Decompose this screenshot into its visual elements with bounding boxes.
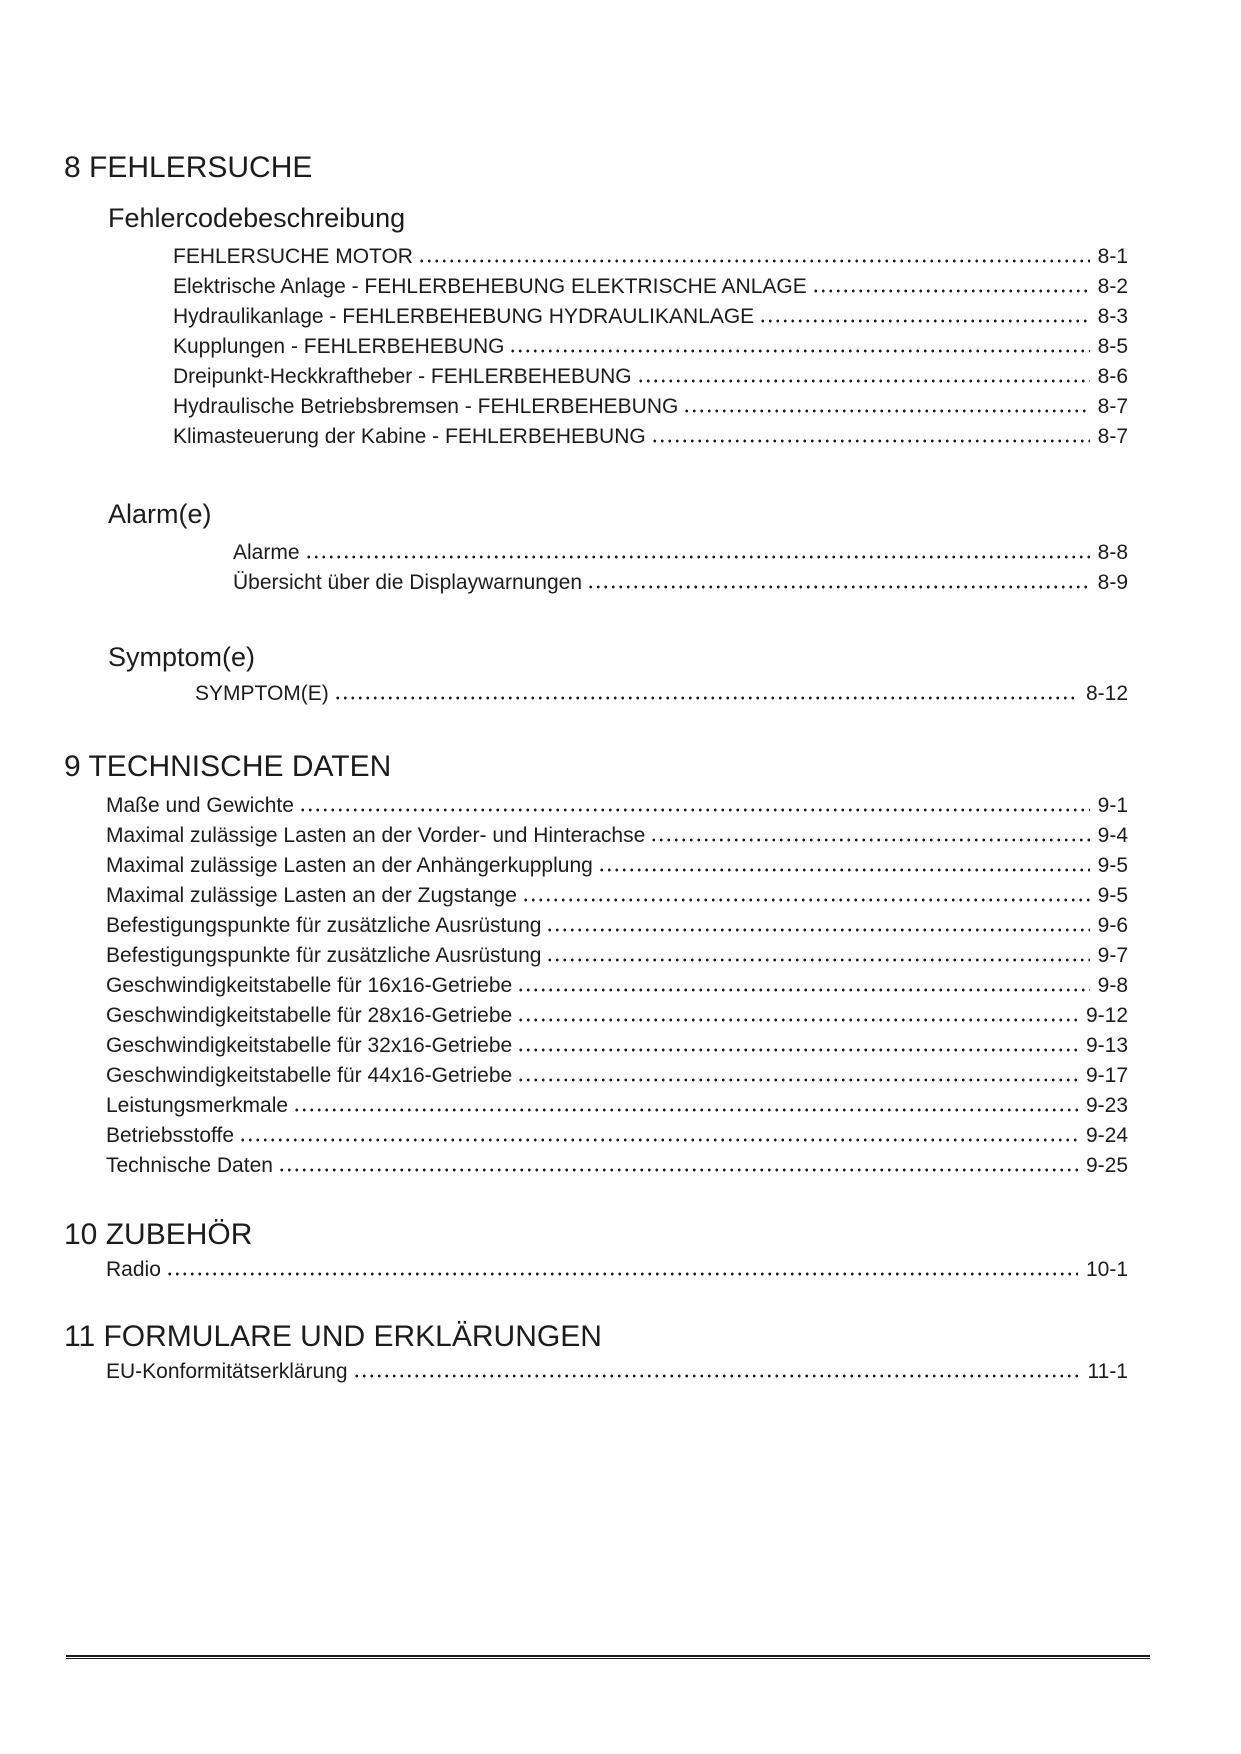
toc-entry-page: 9-7 bbox=[1097, 944, 1128, 967]
toc-entry-title: Maximal zulässige Lasten an der Zugstange bbox=[106, 884, 517, 907]
toc-entry-title: Hydraulikanlage - FEHLERBEHEBUNG HYDRAULIKANLAGE bbox=[173, 305, 755, 328]
dot-leader bbox=[683, 409, 1089, 413]
toc-entry bbox=[106, 911, 1128, 941]
dot-leader bbox=[517, 1048, 1078, 1052]
toc-entry bbox=[106, 1357, 1128, 1387]
dot-leader bbox=[546, 928, 1089, 932]
toc-entry-title: FEHLERSUCHE MOTOR bbox=[173, 245, 413, 268]
toc-item-group bbox=[106, 1255, 1128, 1285]
toc-item-group bbox=[106, 1357, 1128, 1387]
toc-entry-title: Alarme bbox=[233, 541, 300, 564]
dot-leader bbox=[509, 349, 1089, 353]
toc-entry-page: 11-1 bbox=[1087, 1360, 1128, 1383]
toc-entry-page: 8-9 bbox=[1097, 571, 1128, 594]
toc-entry bbox=[173, 422, 1128, 452]
toc-entry bbox=[233, 568, 1128, 598]
toc-entry-page: 9-23 bbox=[1085, 1094, 1128, 1117]
toc-entry bbox=[173, 332, 1128, 362]
toc-entry-page: 8-6 bbox=[1097, 365, 1128, 388]
dot-leader bbox=[637, 379, 1090, 383]
dot-leader bbox=[239, 1138, 1078, 1142]
chapter-heading-9: 9 TECHNISCHE DATEN bbox=[64, 750, 392, 783]
toc-entry-title: Maximal zulässige Lasten an der Anhängerkupplung bbox=[106, 854, 593, 877]
toc-entry-page: 9-12 bbox=[1085, 1004, 1128, 1027]
toc-entry bbox=[106, 1151, 1128, 1181]
toc-entry-title: Maße und Gewichte bbox=[106, 794, 294, 817]
toc-entry-page: 9-25 bbox=[1085, 1154, 1128, 1177]
toc-entry-title: Geschwindigkeitstabelle für 44x16-Getriebe bbox=[106, 1064, 513, 1087]
toc-entry-page: 8-7 bbox=[1097, 395, 1128, 418]
toc-entry-title: Technische Daten bbox=[106, 1154, 273, 1177]
toc-entry-page: 8-7 bbox=[1097, 425, 1128, 448]
toc-entry-page: 8-2 bbox=[1097, 275, 1128, 298]
toc-entry-page: 9-1 bbox=[1097, 794, 1128, 817]
toc-entry-title: Geschwindigkeitstabelle für 32x16-Getriebe bbox=[106, 1034, 513, 1057]
section-heading-fehlercodebeschreibung: Fehlercodebeschreibung bbox=[108, 203, 406, 233]
toc-entry-page: 9-6 bbox=[1097, 914, 1128, 937]
toc-entry bbox=[106, 1091, 1128, 1121]
dot-leader bbox=[278, 1168, 1078, 1172]
toc-entry-title: Hydraulische Betriebsbremsen - FEHLERBEHEBUNG bbox=[173, 395, 679, 418]
toc-entry-title: Elektrische Anlage - FEHLERBEHEBUNG ELEKTRISCHE ANLAGE bbox=[173, 275, 807, 298]
toc-entry bbox=[233, 538, 1128, 568]
toc-entry-page: 9-13 bbox=[1085, 1034, 1128, 1057]
toc-entry bbox=[173, 392, 1128, 422]
toc-entry bbox=[173, 362, 1128, 392]
toc-entry bbox=[173, 272, 1128, 302]
footer-rule bbox=[66, 1655, 1150, 1659]
toc-entry-page: 9-17 bbox=[1085, 1064, 1128, 1087]
toc-entry-title: Betriebsstoffe bbox=[106, 1124, 235, 1147]
toc-entry-title: Übersicht über die Displaywarnungen bbox=[233, 571, 583, 594]
section-heading-symptome: Symptom(e) bbox=[108, 642, 256, 672]
toc-entry bbox=[195, 679, 1128, 709]
dot-leader bbox=[305, 555, 1090, 559]
toc-entry-title: Geschwindigkeitstabelle für 28x16-Getriebe bbox=[106, 1004, 513, 1027]
dot-leader bbox=[759, 319, 1089, 323]
toc-entry-title: Maximal zulässige Lasten an der Vorder- und Hinterachse bbox=[106, 824, 646, 847]
dot-leader bbox=[334, 696, 1078, 700]
dot-leader bbox=[522, 898, 1090, 902]
dot-leader bbox=[299, 808, 1090, 812]
toc-entry-title: Befestigungspunkte für zusätzliche Ausrüstung bbox=[106, 944, 542, 967]
toc-item-group bbox=[106, 791, 1128, 1181]
toc-entry-title: Geschwindigkeitstabelle für 16x16-Getriebe bbox=[106, 974, 513, 997]
toc-entry-page: 9-24 bbox=[1085, 1124, 1128, 1147]
dot-leader bbox=[166, 1272, 1078, 1276]
toc-item-group bbox=[173, 242, 1128, 452]
toc-entry-page: 9-8 bbox=[1097, 974, 1128, 997]
toc-entry bbox=[173, 302, 1128, 332]
toc-entry bbox=[106, 1001, 1128, 1031]
toc-entry bbox=[106, 971, 1128, 1001]
toc-entry-title: Leistungsmerkmale bbox=[106, 1094, 289, 1117]
chapter-heading-11: 11 FORMULARE UND ERKLÄRUNGEN bbox=[64, 1320, 602, 1353]
dot-leader bbox=[651, 439, 1090, 443]
dot-leader bbox=[546, 958, 1089, 962]
toc-entry-page: 8-3 bbox=[1097, 305, 1128, 328]
section-heading-alarme: Alarm(e) bbox=[108, 499, 212, 529]
dot-leader bbox=[812, 289, 1090, 293]
toc-entry bbox=[106, 1031, 1128, 1061]
toc-entry bbox=[106, 1255, 1128, 1285]
dot-leader bbox=[353, 1374, 1080, 1378]
dot-leader bbox=[517, 988, 1089, 992]
dot-leader bbox=[587, 585, 1090, 589]
chapter-heading-10: 10 ZUBEHÖR bbox=[64, 1218, 253, 1251]
dot-leader bbox=[517, 1078, 1078, 1082]
toc-entry bbox=[106, 1121, 1128, 1151]
toc-item-group bbox=[233, 538, 1128, 598]
toc-entry bbox=[106, 851, 1128, 881]
dot-leader bbox=[598, 868, 1090, 872]
toc-entry bbox=[106, 791, 1128, 821]
toc-entry bbox=[106, 941, 1128, 971]
toc-item-group bbox=[195, 679, 1128, 709]
toc-entry-page: 10-1 bbox=[1085, 1258, 1128, 1281]
dot-leader bbox=[418, 259, 1090, 263]
dot-leader bbox=[517, 1018, 1078, 1022]
toc-entry bbox=[106, 821, 1128, 851]
toc-entry bbox=[106, 881, 1128, 911]
toc-entry-title: EU-Konformitätserklärung bbox=[106, 1360, 348, 1383]
toc-entry bbox=[173, 242, 1128, 272]
toc-entry-page: 8-5 bbox=[1097, 335, 1128, 358]
toc-entry-page: 8-8 bbox=[1097, 541, 1128, 564]
dot-leader bbox=[293, 1108, 1078, 1112]
chapter-heading-8: 8 FEHLERSUCHE bbox=[64, 151, 313, 184]
toc-entry-title: Befestigungspunkte für zusätzliche Ausrüstung bbox=[106, 914, 542, 937]
toc-entry bbox=[106, 1061, 1128, 1091]
toc-entry-page: 9-5 bbox=[1097, 884, 1128, 907]
toc-entry-page: 9-4 bbox=[1097, 824, 1128, 847]
toc-entry-title: Kupplungen - FEHLERBEHEBUNG bbox=[173, 335, 505, 358]
toc-entry-page: 8-12 bbox=[1085, 682, 1128, 705]
toc-entry-page: 8-1 bbox=[1097, 245, 1128, 268]
toc-entry-page: 9-5 bbox=[1097, 854, 1128, 877]
toc-entry-title: Dreipunkt-Heckkraftheber - FEHLERBEHEBUNG bbox=[173, 365, 632, 388]
toc-entry-title: Radio bbox=[106, 1258, 161, 1281]
toc-entry-title: Klimasteuerung der Kabine - FEHLERBEHEBUNG bbox=[173, 425, 646, 448]
toc-entry-title: SYMPTOM(E) bbox=[195, 682, 329, 705]
dot-leader bbox=[650, 838, 1089, 842]
